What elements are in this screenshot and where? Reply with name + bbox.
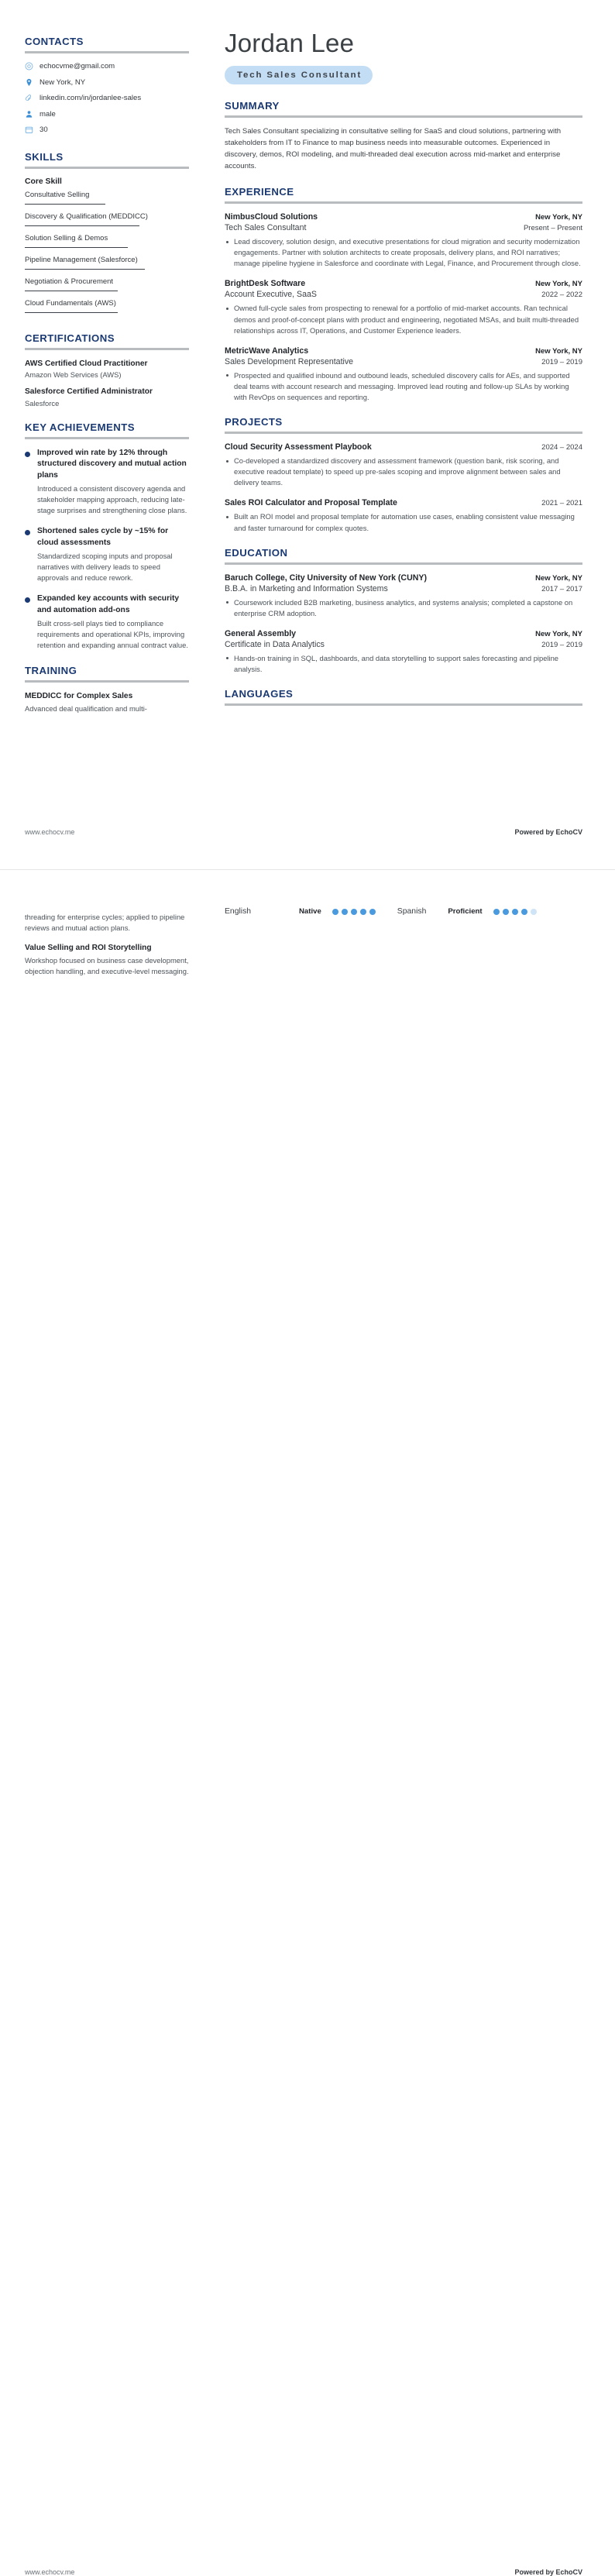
footer-powered-by	[514, 2568, 582, 2576]
projects-divider	[225, 432, 582, 434]
link-icon	[25, 94, 33, 102]
contact-location-text: New York, NY	[40, 77, 86, 87]
contact-item-gender[interactable]	[25, 110, 189, 119]
contacts-section-title: CONTACTS	[25, 36, 84, 47]
left-column	[0, 0, 211, 721]
key-achievements-list	[25, 448, 189, 651]
project-name: Sales ROI Calculator and Proposal Template	[225, 498, 397, 508]
language-level: Native	[299, 907, 321, 916]
rating-dot-filled	[493, 909, 500, 915]
key-achievements-divider	[25, 437, 189, 439]
rating-dot-empty	[531, 909, 537, 915]
summary-section-title: SUMMARY	[225, 100, 280, 112]
education-item	[225, 629, 582, 675]
languages-list	[225, 907, 582, 916]
summary-divider	[225, 115, 582, 118]
contact-email-text: echocvme@gmail.com	[40, 62, 115, 71]
email-icon	[25, 62, 33, 71]
experience-org: NimbusCloud Solutions	[225, 212, 318, 222]
certification-name: Salesforce Certified Administrator	[25, 387, 153, 397]
skill-label: Pipeline Management (Salesforce)	[25, 256, 138, 264]
bullet-item: Hands-on training in SQL, dashboards, and data storytelling to support sales forecasting and pipeline analysis.	[225, 653, 582, 675]
summary-section	[225, 100, 582, 173]
languages-divider	[225, 703, 582, 706]
contacts-list	[25, 62, 189, 134]
footer-site-url[interactable]: www.echocv.me	[25, 828, 75, 836]
certifications-list	[25, 359, 189, 408]
skill-bar	[25, 247, 128, 248]
right-column	[211, 0, 615, 719]
project-date: 2024 – 2024	[541, 443, 582, 452]
bullet-item: Built an ROI model and proposal template for automation use cases, enabling consistent value messaging and faster turnaround for complex quotes.	[225, 511, 582, 533]
certification-org: Salesforce	[25, 398, 60, 408]
project-bullets	[225, 456, 582, 488]
language-name: English	[225, 907, 252, 916]
language-rating-dots	[493, 909, 537, 915]
contact-age-text: 30	[40, 126, 48, 134]
experience-location: New York, NY	[535, 213, 582, 222]
achievement-title: Shortened sales cycle by ~15% for cloud assessments	[37, 527, 169, 547]
training-item	[25, 691, 189, 714]
calendar-icon	[25, 126, 33, 134]
contacts-divider	[25, 51, 189, 53]
location-pin-icon	[25, 78, 33, 87]
experience-org: BrightDesk Software	[225, 279, 306, 289]
page-2-footer	[25, 2568, 582, 2576]
experience-divider	[225, 201, 582, 204]
language-name: Spanish	[397, 907, 427, 916]
education-degree: Certificate in Data Analytics	[225, 639, 325, 649]
training-item	[25, 943, 189, 977]
footer-brand-name: EchoCV	[555, 828, 582, 836]
languages-section-title: LANGUAGES	[225, 688, 294, 700]
education-divider	[225, 562, 582, 565]
skill-item	[25, 212, 189, 230]
contact-item-location[interactable]	[25, 78, 189, 87]
footer-powered-prefix: Powered by	[514, 2568, 556, 2576]
person-icon	[25, 110, 33, 119]
achievement-item	[25, 448, 189, 517]
skill-item	[25, 191, 189, 208]
certification-item	[25, 359, 189, 379]
project-date: 2021 – 2021	[541, 499, 582, 508]
achievement-item	[25, 593, 189, 651]
footer-brand-name: EchoCV	[555, 2568, 582, 2576]
experience-location: New York, NY	[535, 280, 582, 289]
bullet-dot-icon	[25, 530, 30, 535]
experience-bullets	[225, 236, 582, 269]
footer-site-url[interactable]: www.echocv.me	[25, 2568, 75, 2576]
page-1	[0, 0, 615, 870]
rating-dot-filled	[342, 909, 348, 915]
training-section-title: TRAINING	[25, 664, 77, 676]
education-section	[225, 547, 582, 675]
rating-dot-filled	[351, 909, 357, 915]
skills-list	[25, 191, 189, 317]
skill-item	[25, 277, 189, 295]
summary-text: Tech Sales Consultant specializing in consultative selling for SaaS and cloud solutions, partnering with stakeholders from IT to Finance to map business needs into measurable outcomes. Experienced in discovery, demos, ROI modeling, and multi-threaded deal execution across mid-market and enterprise accounts.	[225, 127, 562, 171]
education-date: 2019 – 2019	[541, 640, 582, 649]
skill-label: Consultative Selling	[25, 191, 90, 199]
experience-role: Account Executive, SaaS	[225, 290, 317, 300]
project-name: Cloud Security Assessment Playbook	[225, 442, 372, 452]
skill-bar	[25, 312, 118, 313]
achievement-desc: Built cross-sell plays tied to compliance requirements and operational KPIs, improving retention and expanding annual contract value.	[37, 619, 188, 650]
education-bullets	[225, 653, 582, 675]
project-bullets	[225, 511, 582, 533]
skills-divider	[25, 167, 189, 169]
rating-dot-filled	[503, 909, 509, 915]
achievement-title: Improved win rate by 12% through structured discovery and mutual action plans	[37, 448, 187, 480]
role-badge: Tech Sales Consultant	[225, 66, 373, 84]
education-bullets	[225, 597, 582, 619]
language-level: Proficient	[448, 907, 483, 916]
education-degree: B.B.A. in Marketing and Information Systems	[225, 583, 388, 593]
experience-item	[225, 279, 582, 335]
experience-date: 2022 – 2022	[541, 291, 582, 300]
languages-section-header	[225, 688, 582, 706]
language-item	[397, 907, 537, 916]
page-2	[0, 870, 615, 2576]
bullet-dot-icon	[25, 597, 30, 603]
bullet-item: Owned full-cycle sales from prospecting to renewal for a portfolio of mid-market accounts. Ran technical demos and proof-of-concept plans with product and engineering, negotiated MSAs, and built multi-threaded relationships across IT, Operations, and Customer Experience leaders.	[225, 303, 582, 335]
achievement-item	[25, 526, 189, 583]
bullet-item: Lead discovery, solution design, and executive presentations for cloud migration and security modernization engagements. Partner with solution architects to create proposals, delivery plans, and ROI narratives; manage pipeline hygiene in Salesforce and coordinate with Legal, Finance, and Procurement through close.	[225, 236, 582, 269]
page-title: Jordan Lee	[225, 29, 355, 57]
achievement-desc: Standardized scoping inputs and proposal narratives with delivery leads to speed approvals and reduce rework.	[37, 552, 173, 583]
skill-item	[25, 234, 189, 252]
projects-section-title: PROJECTS	[225, 416, 283, 428]
experience-item	[225, 212, 582, 269]
education-org: Baruch College, City University of New York (CUNY)	[225, 573, 427, 583]
contact-item-linkedin[interactable]	[25, 94, 189, 102]
contact-item-age[interactable]	[25, 126, 189, 134]
skill-label: Negotiation & Procurement	[25, 277, 114, 286]
skill-bar	[25, 225, 139, 226]
training-desc-part1: Advanced deal qualification and multi-	[25, 703, 147, 713]
skill-label: Solution Selling & Demos	[25, 234, 108, 242]
right-column-continued	[211, 870, 615, 916]
experience-date: 2019 – 2019	[541, 357, 582, 366]
left-column-continued	[0, 870, 211, 984]
achievement-title: Expanded key accounts with security and automation add-ons	[37, 593, 180, 614]
training-list-page1	[25, 691, 189, 714]
contact-item-email[interactable]	[25, 62, 189, 71]
bullet-item: Co-developed a standardized discovery and assessment framework (question bank, risk scoring, and executive readout template) to speed up pre-sales scoping and improve alignment between sales and delivery teams.	[225, 456, 582, 488]
footer-powered-prefix: Powered by	[514, 828, 556, 836]
bullet-dot-icon	[25, 452, 30, 457]
language-rating-dots	[332, 909, 376, 915]
experience-org: MetricWave Analytics	[225, 346, 309, 356]
training-name: MEDDICC for Complex Sales	[25, 691, 133, 700]
training-desc-continued: threading for enterprise cycles; applied to pipeline reviews and mutual action plans.	[25, 913, 185, 933]
rating-dot-filled	[512, 909, 518, 915]
education-location: New York, NY	[535, 629, 582, 638]
skill-item	[25, 256, 189, 273]
education-date: 2017 – 2017	[541, 584, 582, 593]
language-item	[225, 907, 376, 916]
skill-label: Discovery & Qualification (MEDDICC)	[25, 212, 148, 221]
training-desc: Workshop focused on business case development, objection handling, and executive-level messaging.	[25, 955, 189, 976]
certification-org: Amazon Web Services (AWS)	[25, 370, 122, 380]
project-item	[225, 442, 582, 488]
training-name: Value Selling and ROI Storytelling	[25, 944, 152, 953]
rating-dot-filled	[521, 909, 527, 915]
skill-bar	[25, 269, 145, 270]
rating-dot-filled	[369, 909, 376, 915]
bullet-item: Prospected and qualified inbound and outbound leads, scheduled discovery calls for AEs, and supported deal teams with account research and messaging. Improved lead routing and follow-up SLAs by working with RevOps on sequences and reporting.	[225, 370, 582, 403]
page-1-footer	[25, 828, 582, 836]
rating-dot-filled	[332, 909, 338, 915]
experience-location: New York, NY	[535, 346, 582, 356]
achievement-desc: Introduced a consistent discovery agenda and stakeholder mapping approach, reducing late-stage surprises and strengthening close plans.	[37, 484, 187, 515]
experience-date: Present – Present	[523, 224, 582, 233]
experience-role: Sales Development Representative	[225, 356, 354, 366]
certifications-section-title: CERTIFICATIONS	[25, 332, 115, 344]
education-section-title: EDUCATION	[225, 546, 288, 559]
experience-bullets	[225, 303, 582, 335]
skills-group-label: Core Skill	[25, 177, 62, 186]
bullet-item: Coursework included B2B marketing, business analytics, and systems analysis; completed a capstone on enterprise CRM adoption.	[225, 597, 582, 619]
skill-item	[25, 299, 189, 317]
experience-bullets	[225, 370, 582, 403]
experience-role: Tech Sales Consultant	[225, 223, 307, 233]
skill-bar	[25, 204, 105, 205]
rating-dot-filled	[360, 909, 366, 915]
experience-section-title: EXPERIENCE	[225, 186, 294, 198]
key-achievements-section-title: KEY ACHIEVEMENTS	[25, 421, 136, 433]
education-org: General Assembly	[225, 628, 297, 638]
certification-name: AWS Certified Cloud Practitioner	[25, 359, 148, 368]
training-divider	[25, 680, 189, 683]
projects-section	[225, 416, 582, 534]
education-location: New York, NY	[535, 573, 582, 583]
skills-section-title: SKILLS	[25, 151, 64, 163]
certification-item	[25, 387, 189, 407]
skill-label: Cloud Fundamentals (AWS)	[25, 299, 116, 308]
experience-section	[225, 186, 582, 403]
footer-powered-by	[514, 828, 582, 836]
experience-item	[225, 346, 582, 403]
education-item	[225, 573, 582, 619]
contact-gender-text: male	[40, 109, 56, 119]
contact-linkedin-text: linkedin.com/in/jordanlee-sales	[40, 94, 142, 102]
project-item	[225, 498, 582, 533]
certifications-divider	[25, 348, 189, 350]
